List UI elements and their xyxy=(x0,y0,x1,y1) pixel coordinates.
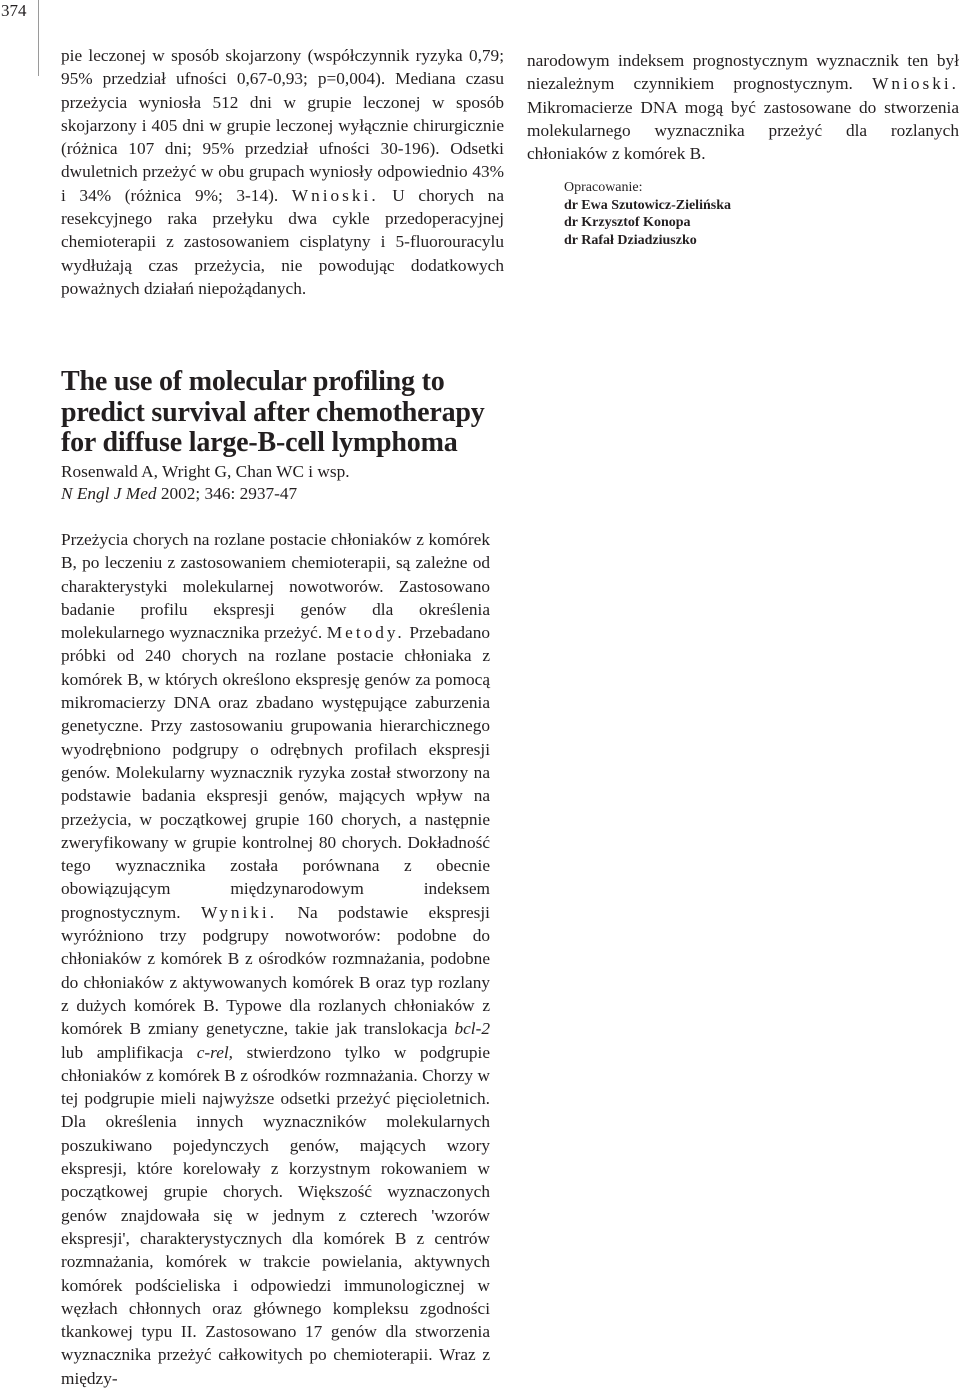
methods-label: Metody. xyxy=(326,623,405,643)
conclusions-text: Mikromacierze DNA mogą być zastosowane do stworzenia molekularnego wyznacznika przeżyć dla rozlanych chłoniaków z komórek B. xyxy=(527,97,959,164)
intro-text: Przeżycia chorych na rozlane postacie chłoniaków z komórek B, po leczeniu z zastosowaniem chemioterapii, są zależne od charakterystyki molekularnej nowotworów. Zastosowano badanie profilu ekspresji genów dla określenia molekularnego wyznacznika przeżyć. xyxy=(61,530,490,643)
paragraph xyxy=(527,49,959,165)
conclusions-label: Wnioski. xyxy=(872,74,959,94)
credits-name: dr Rafał Dziadziuszko xyxy=(564,232,697,248)
results-text: pie leczonej w sposób skojarzony (współczynnik ryzyka 0,79; 95% przedział ufności 0,67-0,93; p=0,004). Mediana czasu przeżycia wyniosła 512 dni w grupie leczonej w sposób skojarzony i 405 dni w grupie leczonej wyłącznie chirurgicznie (różnica 107 dni; 95% przedział ufności 30-196). Odsetki dwuletnich przeżyć w obu grupach wyniosły odpowiednio 43% i 34% (różnica 9%; 3-14). xyxy=(61,46,504,205)
column-right-top xyxy=(527,49,959,165)
results-text: Na podstawie ekspresji wyróżniono trzy podgrupy nowotworów: podobne do chłoniaków z komórek B z ośrodków rozmnażania, podobne do chłoniaków z aktywowanych komórek B oraz typ rozlany z dużych komórek B. Typowe dla rozlanych chłoniaków z komórek B zmiany genetyczne, takie jak translokacja xyxy=(61,902,490,1039)
column-left-bottom xyxy=(61,528,490,1390)
article-citation xyxy=(61,483,501,505)
conclusions-text: U chorych na resekcyjnego raka przełyku dwa cykle przedoperacyjnej chemioterapii z zastosowaniem cisplatyny i 5-fluorouracylu wydłużają czas przeżycia, nie powodując dodatkowych poważnych działań niepożądanych. xyxy=(61,185,504,298)
gene-name: c-rel, xyxy=(196,1042,233,1062)
credits-block xyxy=(564,179,731,249)
methods-text: Przebadano próbki od 240 chorych na rozlane postacie chłoniaka z komórek B, w których określono ekspresję genów za pomocą mikromacierzy DNA oraz zbadano występujące zaburzenia genetyczne. Przy zastosowaniu grupowania hierarchicznego wyodrębniono podgrupy o odrębnych profilach ekspresji genów. Molekularny wyznacznik ryzyka został stworzony na podstawie badania ekspresji genów, mających wpływ na przeżycia, w początkowej grupie 160 chorych, a następnie zweryfikowany w grupie kontrolnej 80 chorych. Dokładność tego wyznacznika została porównana z obecnie obowiązującym międzynarodowym indeksem prognostycznym. xyxy=(61,623,491,922)
citation-details: 2002; 346: 2937-47 xyxy=(156,483,298,503)
results-text: stwierdzono tylko w podgrupie chłoniaków z komórek B z ośrodków rozmnażania. Chorzy w tej podgrupie mieli najwyższe odsetki przeżyć pięcioletnich. Dla określenia innych wyznaczników molekularnych poszukiwano pojedynczych genów, mających wzory ekspresji, które korelowały z korzystnym rokowaniem w początkowej grupie chorych. Większość wyznaczonych genów znajdowała się w jednym z czterech 'wzorów ekspresji', charakterystycznych dla komórek B z centrów rozmnażania, komórek w trakcie powielania, aktywnych komórek podścieliska i odpowiedzi immunologicznej w węzłach chłonnych oraz głównego kompleksu zgodności tkankowej typu II. Zastosowano 17 genów dla stworzenia wyznacznika przeżyć całkowitych po chemioterapii. Wraz z między- xyxy=(61,1042,490,1388)
continued-text: narodowym indeksem prognostycznym wyznacznik ten był niezależnym czynnikiem prognostycznym. xyxy=(527,51,959,94)
results-text: lub amplifikacja xyxy=(61,1042,197,1062)
article-authors: Rosenwald A, Wright G, Chan WC i wsp. xyxy=(61,461,350,481)
paragraph xyxy=(61,44,504,300)
gene-name: bcl-2 xyxy=(454,1019,490,1039)
column-left-top xyxy=(61,44,504,300)
credits-name: dr Ewa Szutowicz-Zielińska xyxy=(564,197,731,213)
conclusions-label: Wnioski. xyxy=(291,185,379,205)
article-header xyxy=(61,367,501,505)
credits-name: dr Krzysztof Konopa xyxy=(564,215,691,230)
paragraph xyxy=(61,528,490,1390)
results-label: Wyniki. xyxy=(200,902,278,922)
page-number: 374 xyxy=(1,1,27,20)
margin-rule xyxy=(38,0,39,76)
article-title: The use of molecular profiling to predict survival after chemotherapy for diffuse large-B-cell lymphoma xyxy=(61,366,485,458)
journal-name: N Engl J Med xyxy=(61,483,157,503)
credits-role: Opracowanie: xyxy=(564,180,643,195)
